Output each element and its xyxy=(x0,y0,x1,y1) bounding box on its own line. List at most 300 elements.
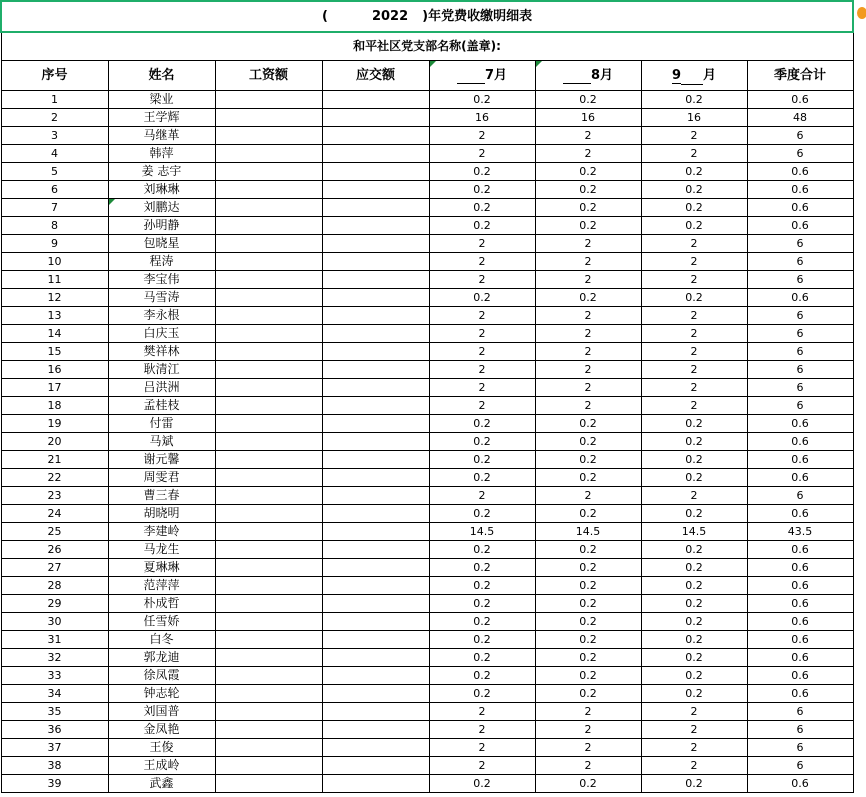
cell-month-9[interactable]: 2 xyxy=(641,325,747,343)
cell-salary[interactable] xyxy=(215,559,322,577)
cell-due[interactable] xyxy=(322,109,429,127)
cell-month-8[interactable]: 2 xyxy=(535,253,641,271)
cell-month-7[interactable]: 2 xyxy=(429,271,535,289)
cell-month-8[interactable]: 2 xyxy=(535,145,641,163)
cell-seq[interactable]: 2 xyxy=(1,109,108,127)
cell-name[interactable] xyxy=(108,199,215,217)
cell-salary[interactable] xyxy=(215,307,322,325)
cell-salary[interactable] xyxy=(215,415,322,433)
cell-name[interactable]: 韩萍 xyxy=(108,145,215,163)
cell-month-9[interactable]: 0.2 xyxy=(641,433,747,451)
cell-month-9[interactable]: 2 xyxy=(641,397,747,415)
cell-total[interactable]: 6 xyxy=(747,325,853,343)
cell-due[interactable] xyxy=(322,163,429,181)
cell-seq[interactable]: 8 xyxy=(1,217,108,235)
cell-month-8[interactable]: 0.2 xyxy=(535,577,641,595)
cell-seq[interactable]: 9 xyxy=(1,235,108,253)
cell-salary[interactable] xyxy=(215,469,322,487)
cell-month-8[interactable]: 0.2 xyxy=(535,595,641,613)
cell-month-9[interactable]: 2 xyxy=(641,127,747,145)
cell-month-8[interactable]: 2 xyxy=(535,271,641,289)
cell-due[interactable] xyxy=(322,649,429,667)
cell-month-9[interactable]: 0.2 xyxy=(641,685,747,703)
cell-seq[interactable]: 27 xyxy=(1,559,108,577)
cell-total[interactable]: 0.6 xyxy=(747,451,853,469)
cell-total[interactable]: 6 xyxy=(747,721,853,739)
cell-name[interactable]: 范萍萍 xyxy=(108,577,215,595)
cell-seq[interactable]: 35 xyxy=(1,703,108,721)
cell-month-9[interactable]: 0.2 xyxy=(641,217,747,235)
cell-salary[interactable] xyxy=(215,505,322,523)
cell-seq[interactable]: 30 xyxy=(1,613,108,631)
cell-month-9[interactable]: 0.2 xyxy=(641,667,747,685)
cell-month-8[interactable]: 0.2 xyxy=(535,541,641,559)
cell-name[interactable]: 吕洪洲 xyxy=(108,379,215,397)
cell-seq[interactable]: 3 xyxy=(1,127,108,145)
cell-salary[interactable] xyxy=(215,91,322,109)
cell-salary[interactable] xyxy=(215,739,322,757)
cell-month-9[interactable]: 0.2 xyxy=(641,775,747,793)
cell-name[interactable]: 武鑫 xyxy=(108,775,215,793)
cell-month-9[interactable]: 0.2 xyxy=(641,631,747,649)
cell-month-8[interactable]: 2 xyxy=(535,379,641,397)
cell-month-9[interactable]: 0.2 xyxy=(641,613,747,631)
cell-salary[interactable] xyxy=(215,361,322,379)
cell-month-9[interactable]: 0.2 xyxy=(641,181,747,199)
cell-total[interactable]: 6 xyxy=(747,379,853,397)
cell-due[interactable] xyxy=(322,559,429,577)
cell-salary[interactable] xyxy=(215,451,322,469)
cell-salary[interactable] xyxy=(215,721,322,739)
cell-month-7[interactable]: 2 xyxy=(429,307,535,325)
cell-name[interactable]: 王学辉 xyxy=(108,109,215,127)
cell-due[interactable] xyxy=(322,613,429,631)
cell-salary[interactable] xyxy=(215,433,322,451)
cell-due[interactable] xyxy=(322,523,429,541)
cell-month-9[interactable]: 2 xyxy=(641,703,747,721)
subtitle-cell[interactable]: 和平社区党支部名称(盖章): xyxy=(1,32,853,61)
cell-month-7[interactable]: 0.2 xyxy=(429,433,535,451)
cell-total[interactable]: 43.5 xyxy=(747,523,853,541)
cell-month-7[interactable]: 0.2 xyxy=(429,541,535,559)
cell-name[interactable]: 曹三春 xyxy=(108,487,215,505)
cell-name[interactable]: 夏琳琳 xyxy=(108,559,215,577)
cell-month-9[interactable]: 0.2 xyxy=(641,541,747,559)
cell-month-7[interactable]: 0.2 xyxy=(429,631,535,649)
cell-seq[interactable]: 33 xyxy=(1,667,108,685)
cell-month-7[interactable]: 0.2 xyxy=(429,163,535,181)
title-cell[interactable] xyxy=(1,1,853,32)
cell-month-7[interactable]: 2 xyxy=(429,487,535,505)
cell-name[interactable]: 李宝伟 xyxy=(108,271,215,289)
cell-due[interactable] xyxy=(322,271,429,289)
cell-due[interactable] xyxy=(322,487,429,505)
cell-name[interactable]: 谢元馨 xyxy=(108,451,215,469)
cell-month-7[interactable]: 2 xyxy=(429,361,535,379)
cell-name[interactable]: 马继革 xyxy=(108,127,215,145)
cell-seq[interactable]: 38 xyxy=(1,757,108,775)
cell-salary[interactable] xyxy=(215,649,322,667)
cell-name[interactable]: 包晓星 xyxy=(108,235,215,253)
cell-due[interactable] xyxy=(322,91,429,109)
cell-month-9[interactable]: 2 xyxy=(641,307,747,325)
cell-total[interactable]: 0.6 xyxy=(747,577,853,595)
header-total[interactable]: 季度合计 xyxy=(747,61,853,91)
cell-month-8[interactable]: 0.2 xyxy=(535,685,641,703)
cell-total[interactable]: 0.6 xyxy=(747,217,853,235)
cell-month-7[interactable]: 2 xyxy=(429,397,535,415)
cell-month-8[interactable]: 0.2 xyxy=(535,631,641,649)
cell-month-7[interactable]: 14.5 xyxy=(429,523,535,541)
cell-salary[interactable] xyxy=(215,487,322,505)
cell-name[interactable]: 程涛 xyxy=(108,253,215,271)
cell-month-8[interactable]: 2 xyxy=(535,721,641,739)
cell-salary[interactable] xyxy=(215,613,322,631)
header-due[interactable]: 应交额 xyxy=(322,61,429,91)
cell-salary[interactable] xyxy=(215,595,322,613)
cell-month-7[interactable]: 2 xyxy=(429,325,535,343)
cell-month-8[interactable]: 2 xyxy=(535,127,641,145)
cell-total[interactable]: 6 xyxy=(747,235,853,253)
cell-salary[interactable] xyxy=(215,199,322,217)
cell-seq[interactable]: 20 xyxy=(1,433,108,451)
cell-due[interactable] xyxy=(322,757,429,775)
cell-month-8[interactable]: 2 xyxy=(535,703,641,721)
cell-total[interactable]: 6 xyxy=(747,127,853,145)
cell-month-8[interactable]: 0.2 xyxy=(535,559,641,577)
cell-due[interactable] xyxy=(322,685,429,703)
cell-month-7[interactable]: 0.2 xyxy=(429,469,535,487)
cell-month-8[interactable]: 0.2 xyxy=(535,415,641,433)
cell-month-7[interactable]: 0.2 xyxy=(429,217,535,235)
cell-seq[interactable]: 23 xyxy=(1,487,108,505)
cell-due[interactable] xyxy=(322,775,429,793)
cell-seq[interactable]: 21 xyxy=(1,451,108,469)
cell-total[interactable]: 0.6 xyxy=(747,649,853,667)
cell-month-9[interactable]: 0.2 xyxy=(641,595,747,613)
cell-month-8[interactable]: 0.2 xyxy=(535,289,641,307)
cell-total[interactable]: 48 xyxy=(747,109,853,127)
cell-month-7[interactable]: 0.2 xyxy=(429,289,535,307)
cell-name[interactable]: 郭龙迪 xyxy=(108,649,215,667)
cell-seq[interactable]: 29 xyxy=(1,595,108,613)
cell-month-7[interactable]: 2 xyxy=(429,739,535,757)
cell-month-9[interactable]: 2 xyxy=(641,235,747,253)
cell-month-8[interactable]: 16 xyxy=(535,109,641,127)
cell-month-7[interactable]: 2 xyxy=(429,703,535,721)
cell-month-8[interactable]: 2 xyxy=(535,487,641,505)
cell-month-7[interactable]: 0.2 xyxy=(429,451,535,469)
cell-salary[interactable] xyxy=(215,163,322,181)
cell-month-8[interactable]: 0.2 xyxy=(535,91,641,109)
cell-month-9[interactable]: 2 xyxy=(641,721,747,739)
cell-month-7[interactable]: 0.2 xyxy=(429,595,535,613)
cell-month-9[interactable]: 0.2 xyxy=(641,163,747,181)
cell-month-9[interactable]: 2 xyxy=(641,757,747,775)
cell-due[interactable] xyxy=(322,541,429,559)
cell-month-7[interactable]: 0.2 xyxy=(429,613,535,631)
cell-total[interactable]: 6 xyxy=(747,343,853,361)
cell-total[interactable]: 6 xyxy=(747,271,853,289)
cell-month-8[interactable]: 0.2 xyxy=(535,433,641,451)
header-month-7[interactable] xyxy=(429,61,535,91)
cell-month-9[interactable]: 2 xyxy=(641,271,747,289)
cell-seq[interactable]: 26 xyxy=(1,541,108,559)
cell-name[interactable]: 周雯君 xyxy=(108,469,215,487)
cell-month-8[interactable]: 2 xyxy=(535,343,641,361)
cell-month-8[interactable]: 0.2 xyxy=(535,775,641,793)
cell-month-9[interactable]: 0.2 xyxy=(641,559,747,577)
cell-month-8[interactable]: 0.2 xyxy=(535,649,641,667)
cell-seq[interactable]: 22 xyxy=(1,469,108,487)
cell-salary[interactable] xyxy=(215,325,322,343)
cell-month-9[interactable]: 2 xyxy=(641,739,747,757)
cell-total[interactable]: 6 xyxy=(747,757,853,775)
cell-seq[interactable]: 16 xyxy=(1,361,108,379)
cell-name[interactable]: 胡晓明 xyxy=(108,505,215,523)
cell-month-8[interactable]: 2 xyxy=(535,307,641,325)
cell-seq[interactable]: 36 xyxy=(1,721,108,739)
cell-due[interactable] xyxy=(322,253,429,271)
cell-month-7[interactable]: 0.2 xyxy=(429,559,535,577)
cell-month-7[interactable]: 0.2 xyxy=(429,91,535,109)
cell-seq[interactable]: 25 xyxy=(1,523,108,541)
cell-total[interactable]: 6 xyxy=(747,703,853,721)
cell-month-8[interactable]: 0.2 xyxy=(535,451,641,469)
cell-month-8[interactable]: 0.2 xyxy=(535,667,641,685)
cell-name[interactable]: 樊祥林 xyxy=(108,343,215,361)
cell-name[interactable]: 耿清江 xyxy=(108,361,215,379)
header-month-8[interactable] xyxy=(535,61,641,91)
cell-month-7[interactable]: 0.2 xyxy=(429,775,535,793)
cell-salary[interactable] xyxy=(215,217,322,235)
cell-total[interactable]: 0.6 xyxy=(747,415,853,433)
cell-month-9[interactable]: 0.2 xyxy=(641,91,747,109)
cell-due[interactable] xyxy=(322,343,429,361)
cell-month-9[interactable]: 2 xyxy=(641,343,747,361)
cell-due[interactable] xyxy=(322,631,429,649)
cell-month-9[interactable]: 14.5 xyxy=(641,523,747,541)
cell-total[interactable]: 0.6 xyxy=(747,469,853,487)
cell-due[interactable] xyxy=(322,199,429,217)
cell-due[interactable] xyxy=(322,415,429,433)
cell-salary[interactable] xyxy=(215,757,322,775)
cell-salary[interactable] xyxy=(215,343,322,361)
header-seq[interactable]: 序号 xyxy=(1,61,108,91)
cell-total[interactable]: 6 xyxy=(747,739,853,757)
cell-month-9[interactable]: 0.2 xyxy=(641,415,747,433)
cell-name[interactable]: 王俊 xyxy=(108,739,215,757)
cell-month-9[interactable]: 0.2 xyxy=(641,199,747,217)
cell-month-7[interactable]: 0.2 xyxy=(429,199,535,217)
cell-name[interactable]: 徐凤霞 xyxy=(108,667,215,685)
cell-name[interactable]: 孙明静 xyxy=(108,217,215,235)
cell-name[interactable]: 王成岭 xyxy=(108,757,215,775)
cell-total[interactable]: 0.6 xyxy=(747,91,853,109)
cell-seq[interactable]: 11 xyxy=(1,271,108,289)
cell-salary[interactable] xyxy=(215,541,322,559)
cell-salary[interactable] xyxy=(215,379,322,397)
cell-due[interactable] xyxy=(322,181,429,199)
cell-salary[interactable] xyxy=(215,523,322,541)
cell-month-9[interactable]: 0.2 xyxy=(641,469,747,487)
cell-seq[interactable]: 4 xyxy=(1,145,108,163)
cell-name[interactable]: 马斌 xyxy=(108,433,215,451)
cell-total[interactable]: 0.6 xyxy=(747,181,853,199)
cell-month-7[interactable]: 0.2 xyxy=(429,577,535,595)
cell-salary[interactable] xyxy=(215,685,322,703)
cell-salary[interactable] xyxy=(215,289,322,307)
cell-seq[interactable]: 31 xyxy=(1,631,108,649)
cell-salary[interactable] xyxy=(215,397,322,415)
cell-month-9[interactable]: 2 xyxy=(641,487,747,505)
cell-month-7[interactable]: 2 xyxy=(429,145,535,163)
cell-month-7[interactable]: 0.2 xyxy=(429,685,535,703)
cell-month-8[interactable]: 0.2 xyxy=(535,613,641,631)
cell-month-8[interactable]: 0.2 xyxy=(535,469,641,487)
cell-month-8[interactable]: 2 xyxy=(535,757,641,775)
cell-due[interactable] xyxy=(322,397,429,415)
cell-month-9[interactable]: 0.2 xyxy=(641,649,747,667)
cell-seq[interactable]: 5 xyxy=(1,163,108,181)
cell-salary[interactable] xyxy=(215,631,322,649)
cell-name[interactable]: 金凤艳 xyxy=(108,721,215,739)
cell-seq[interactable]: 12 xyxy=(1,289,108,307)
cell-month-8[interactable]: 2 xyxy=(535,361,641,379)
cell-name[interactable]: 李建岭 xyxy=(108,523,215,541)
cell-seq[interactable]: 32 xyxy=(1,649,108,667)
cell-seq[interactable]: 39 xyxy=(1,775,108,793)
cell-month-9[interactable]: 2 xyxy=(641,361,747,379)
cell-due[interactable] xyxy=(322,235,429,253)
cell-name[interactable]: 马雪涛 xyxy=(108,289,215,307)
cell-seq[interactable]: 10 xyxy=(1,253,108,271)
cell-total[interactable]: 6 xyxy=(747,307,853,325)
cell-seq[interactable]: 1 xyxy=(1,91,108,109)
cell-name[interactable]: 刘琳琳 xyxy=(108,181,215,199)
cell-total[interactable]: 0.6 xyxy=(747,433,853,451)
cell-month-7[interactable]: 0.2 xyxy=(429,415,535,433)
cell-month-8[interactable]: 0.2 xyxy=(535,199,641,217)
cell-month-7[interactable]: 2 xyxy=(429,235,535,253)
cell-name[interactable]: 孟桂枝 xyxy=(108,397,215,415)
cell-total[interactable]: 0.6 xyxy=(747,199,853,217)
cell-total[interactable]: 0.6 xyxy=(747,667,853,685)
cell-seq[interactable]: 17 xyxy=(1,379,108,397)
cell-salary[interactable] xyxy=(215,181,322,199)
cell-salary[interactable] xyxy=(215,703,322,721)
cell-name[interactable]: 刘国普 xyxy=(108,703,215,721)
cell-due[interactable] xyxy=(322,307,429,325)
cell-month-7[interactable]: 2 xyxy=(429,721,535,739)
cell-salary[interactable] xyxy=(215,775,322,793)
cell-month-8[interactable]: 2 xyxy=(535,325,641,343)
cell-total[interactable]: 6 xyxy=(747,253,853,271)
cell-month-7[interactable]: 2 xyxy=(429,127,535,145)
cell-seq[interactable]: 6 xyxy=(1,181,108,199)
cell-due[interactable] xyxy=(322,469,429,487)
cell-month-8[interactable]: 2 xyxy=(535,235,641,253)
cell-salary[interactable] xyxy=(215,145,322,163)
cell-month-9[interactable]: 2 xyxy=(641,145,747,163)
cell-month-8[interactable]: 0.2 xyxy=(535,181,641,199)
cell-month-7[interactable]: 2 xyxy=(429,757,535,775)
cell-month-8[interactable]: 14.5 xyxy=(535,523,641,541)
cell-due[interactable] xyxy=(322,361,429,379)
cell-name[interactable]: 姜 志宇 xyxy=(108,163,215,181)
cell-month-9[interactable]: 2 xyxy=(641,253,747,271)
cell-total[interactable]: 0.6 xyxy=(747,631,853,649)
cell-total[interactable]: 0.6 xyxy=(747,559,853,577)
cell-due[interactable] xyxy=(322,721,429,739)
header-month-9[interactable] xyxy=(641,61,747,91)
cell-month-9[interactable]: 16 xyxy=(641,109,747,127)
cell-due[interactable] xyxy=(322,595,429,613)
cell-due[interactable] xyxy=(322,577,429,595)
cell-month-8[interactable]: 2 xyxy=(535,397,641,415)
cell-total[interactable]: 0.6 xyxy=(747,541,853,559)
cell-salary[interactable] xyxy=(215,253,322,271)
cell-month-7[interactable]: 2 xyxy=(429,253,535,271)
cell-total[interactable]: 0.6 xyxy=(747,685,853,703)
cell-salary[interactable] xyxy=(215,127,322,145)
cell-total[interactable]: 6 xyxy=(747,361,853,379)
cell-month-7[interactable]: 2 xyxy=(429,343,535,361)
cell-total[interactable]: 0.6 xyxy=(747,289,853,307)
cell-month-8[interactable]: 2 xyxy=(535,739,641,757)
cell-due[interactable] xyxy=(322,667,429,685)
cell-month-7[interactable]: 0.2 xyxy=(429,181,535,199)
cell-month-9[interactable]: 2 xyxy=(641,379,747,397)
header-name[interactable]: 姓名 xyxy=(108,61,215,91)
cell-month-7[interactable]: 0.2 xyxy=(429,667,535,685)
cell-due[interactable] xyxy=(322,505,429,523)
cell-due[interactable] xyxy=(322,433,429,451)
cell-salary[interactable] xyxy=(215,577,322,595)
cell-salary[interactable] xyxy=(215,271,322,289)
cell-month-9[interactable]: 0.2 xyxy=(641,289,747,307)
cell-name[interactable]: 李永根 xyxy=(108,307,215,325)
cell-month-8[interactable]: 0.2 xyxy=(535,163,641,181)
cell-month-7[interactable]: 0.2 xyxy=(429,505,535,523)
cell-month-8[interactable]: 0.2 xyxy=(535,217,641,235)
cell-total[interactable]: 6 xyxy=(747,145,853,163)
cell-due[interactable] xyxy=(322,379,429,397)
header-salary[interactable]: 工资额 xyxy=(215,61,322,91)
cell-seq[interactable]: 14 xyxy=(1,325,108,343)
cell-month-7[interactable]: 0.2 xyxy=(429,649,535,667)
cell-name[interactable]: 付雷 xyxy=(108,415,215,433)
cell-seq[interactable]: 13 xyxy=(1,307,108,325)
cell-total[interactable]: 0.6 xyxy=(747,613,853,631)
cell-seq[interactable]: 15 xyxy=(1,343,108,361)
cell-name[interactable]: 马龙生 xyxy=(108,541,215,559)
cell-seq[interactable]: 34 xyxy=(1,685,108,703)
cell-name[interactable]: 白庆玉 xyxy=(108,325,215,343)
cell-due[interactable] xyxy=(322,451,429,469)
cell-due[interactable] xyxy=(322,217,429,235)
cell-name[interactable]: 朴成哲 xyxy=(108,595,215,613)
cell-due[interactable] xyxy=(322,739,429,757)
cell-salary[interactable] xyxy=(215,109,322,127)
cell-name[interactable]: 梁业 xyxy=(108,91,215,109)
cell-total[interactable]: 0.6 xyxy=(747,505,853,523)
cell-total[interactable]: 0.6 xyxy=(747,163,853,181)
cell-total[interactable]: 0.6 xyxy=(747,775,853,793)
cell-seq[interactable]: 28 xyxy=(1,577,108,595)
cell-total[interactable]: 0.6 xyxy=(747,595,853,613)
cell-total[interactable]: 6 xyxy=(747,397,853,415)
